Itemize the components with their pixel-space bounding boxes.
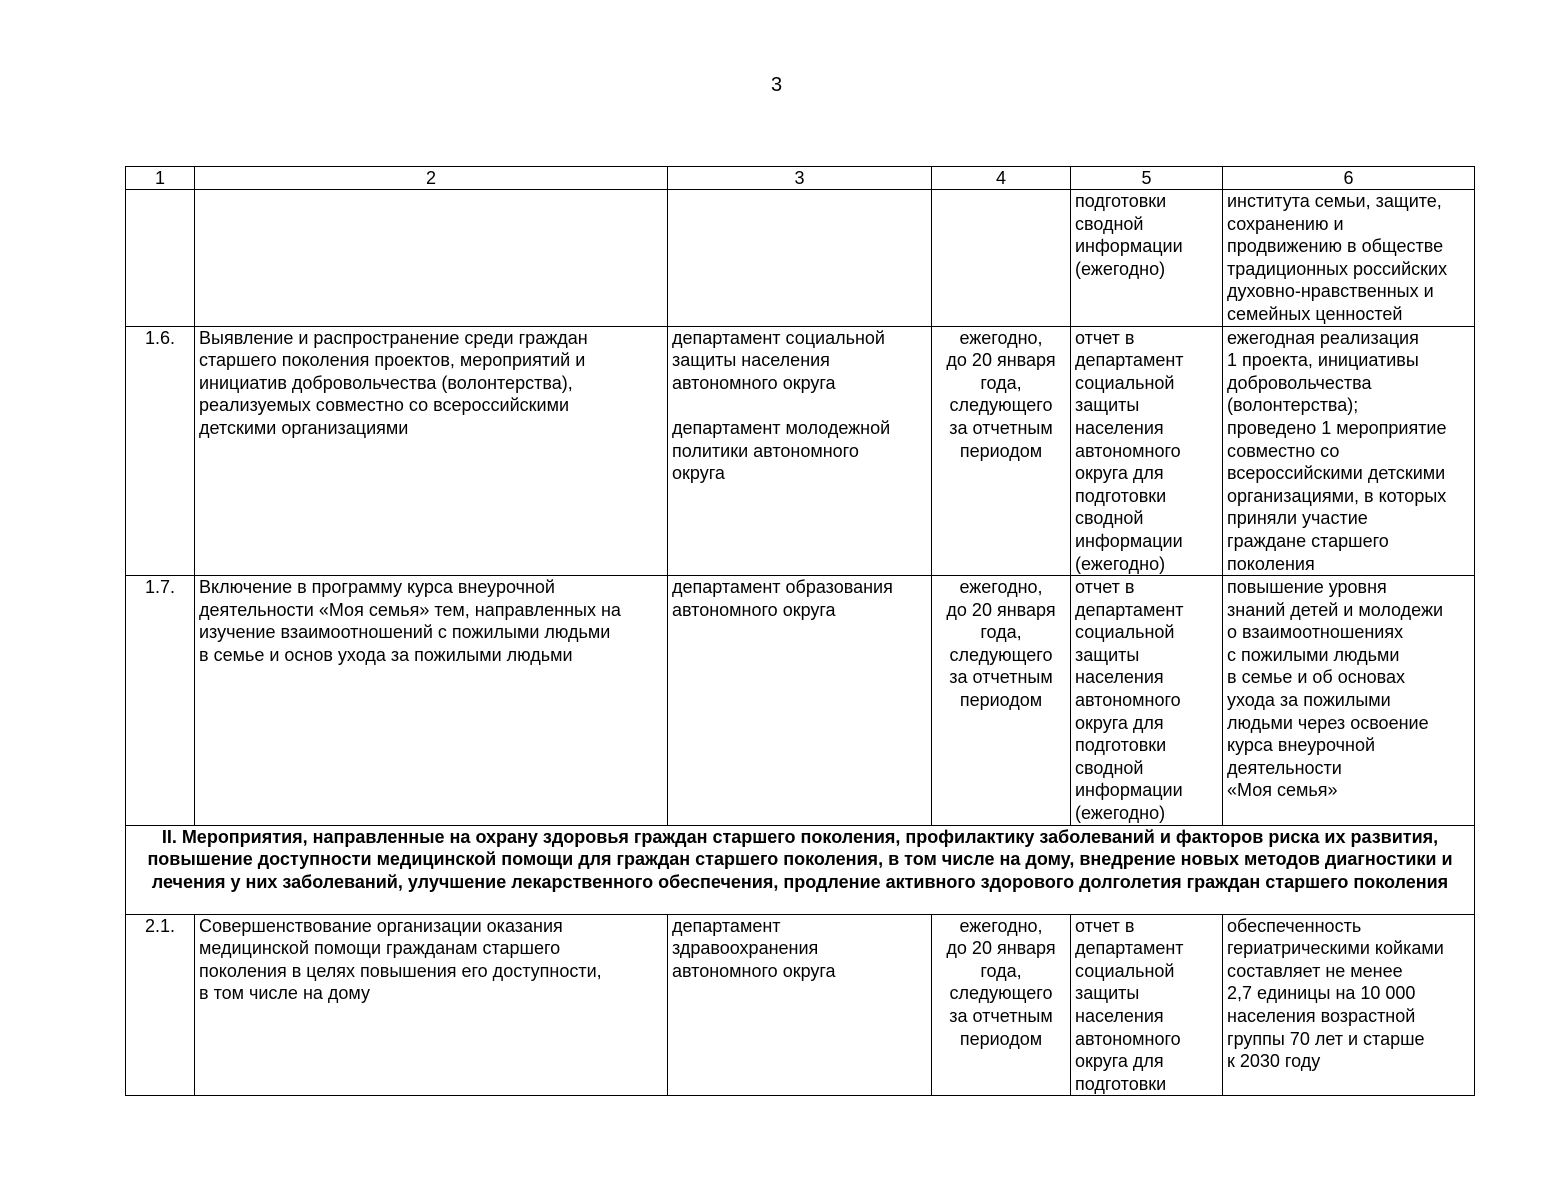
row-number-cell: 1.7. (126, 576, 195, 826)
executor-cell: департамент социальной защиты населения автономного округа департамент молодежной политики автономного округа (668, 326, 932, 576)
measure-cell: Выявление и распространение среди граждан старшего поколения проектов, мероприятий и инициатив добровольчества (волонтерства), реализуемых совместно со всероссийскими детскими организациями (195, 326, 668, 576)
header-cell: 6 (1223, 167, 1475, 190)
measure-cell: Включение в программу курса внеурочной деятельности «Моя семья» тем, направленных на изучение взаимоотношений с пожилыми людьми в семье и основ ухода за пожилыми людьми (195, 576, 668, 826)
result-cell: повышение уровня знаний детей и молодежи о взаимоотношениях с пожилыми людьми в семье и об основах ухода за пожилыми людьми через освоение курса внеурочной деятельности «Моя семья» (1223, 576, 1475, 826)
executor-cell: департамент здравоохранения автономного округа (668, 914, 932, 1096)
report-form-cell: отчет в департамент социальной защиты населения автономного округа для подготовки (1071, 914, 1223, 1096)
deadline-cell (932, 190, 1071, 327)
row-number-cell (126, 190, 195, 327)
report-form-cell: отчет в департамент социальной защиты населения автономного округа для подготовки сводной информации (ежегодно) (1071, 326, 1223, 576)
report-form-cell: подготовки сводной информации (ежегодно) (1071, 190, 1223, 327)
result-cell: ежегодная реализация 1 проекта, инициативы добровольчества (волонтерства); проведено 1 мероприятие совместно со всероссийскими детскими организациями, в которых приняли участие граждане старшего поколения (1223, 326, 1475, 576)
deadline-cell: ежегодно, до 20 января года, следующего за отчетным периодом (932, 914, 1071, 1096)
result-cell: института семьи, защите, сохранению и продвижению в обществе традиционных российских духовно-нравственных и семейных ценностей (1223, 190, 1475, 327)
table-row (126, 576, 1475, 826)
row-number-cell: 1.6. (126, 326, 195, 576)
row-number-cell: 2.1. (126, 914, 195, 1096)
header-cell: 3 (668, 167, 932, 190)
executor-cell (668, 190, 932, 327)
header-cell: 1 (126, 167, 195, 190)
table-row (126, 190, 1475, 327)
table-header-row (126, 167, 1475, 190)
measures-table (125, 166, 1475, 1096)
measure-cell: Совершенствование организации оказания медицинской помощи гражданам старшего поколения в целях повышения его доступности, в том числе на дому (195, 914, 668, 1096)
header-cell: 4 (932, 167, 1071, 190)
executor-cell: департамент образования автономного округа (668, 576, 932, 826)
section-title: II. Мероприятия, направленные на охрану здоровья граждан старшего поколения, профилактику заболеваний и факторов риска их развития, повышение доступности медицинской помощи для граждан старшего поколения, в том числе на дому, внедрение новых методов диагностики и лечения у них заболеваний, улучшение лекарственного обеспечения, продление активного здорового долголетия граждан старшего поколения (126, 825, 1475, 914)
table-row (126, 326, 1475, 576)
measure-cell (195, 190, 668, 327)
report-form-cell: отчет в департамент социальной защиты населения автономного округа для подготовки сводной информации (ежегодно) (1071, 576, 1223, 826)
result-cell: обеспеченность гериатрическими койками составляет не менее 2,7 единицы на 10 000 населения возрастной группы 70 лет и старше к 2030 году (1223, 914, 1475, 1096)
section-heading-row (126, 825, 1475, 914)
table-row (126, 914, 1475, 1096)
page-number: 3 (770, 74, 783, 96)
header-cell: 2 (195, 167, 668, 190)
deadline-cell: ежегодно, до 20 января года, следующего за отчетным периодом (932, 576, 1071, 826)
deadline-cell: ежегодно, до 20 января года, следующего за отчетным периодом (932, 326, 1071, 576)
header-cell: 5 (1071, 167, 1223, 190)
